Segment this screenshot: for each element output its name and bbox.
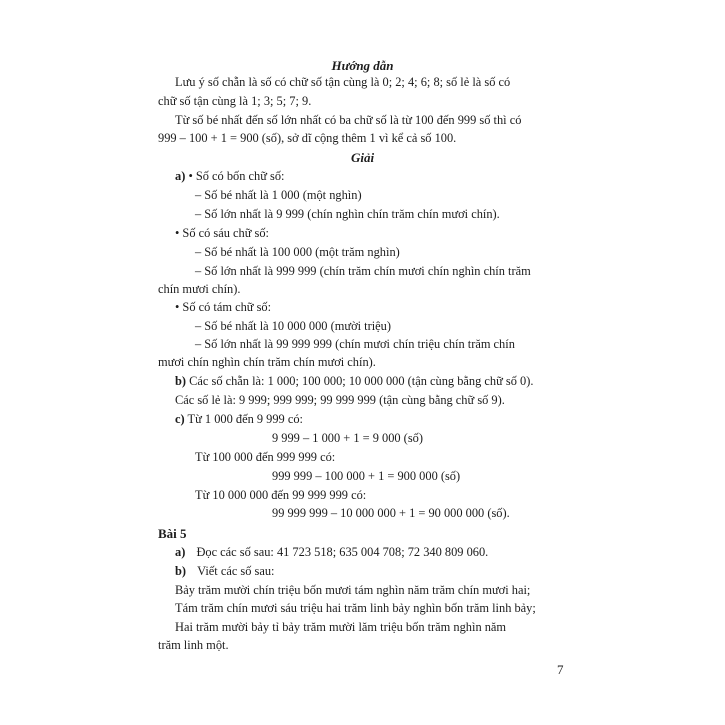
part-b-label: b) <box>175 374 187 388</box>
part-c-line-2: Từ 100 000 đến 999 999 có: <box>195 450 336 464</box>
guide-line-2: chữ số tận cùng là 1; 3; 5; 7; 9. <box>158 94 312 108</box>
part-a-heading <box>175 169 285 184</box>
exercise-5b-number-3: Hai trăm mười bảy tỉ bảy trăm mười lăm triệu bốn trăm nghìn năm <box>175 620 507 634</box>
solution-title: Giải <box>350 150 375 165</box>
six-digit-max-line-1: – Số lớn nhất là 999 999 (chín trăm chín mươi chín nghìn chín trăm <box>195 264 531 278</box>
part-a-label: a) <box>175 169 186 183</box>
six-digit-heading: • Số có sáu chữ số: <box>175 226 269 240</box>
eight-digit-min: – Số bé nhất là 10 000 000 (mười triệu) <box>195 319 391 333</box>
eight-digit-max-line-2: mươi chín nghìn chín trăm chín mươi chín). <box>158 355 376 369</box>
exercise-5a-text: Đọc các số sau: 41 723 518; 635 004 708; 72 340 809 060. <box>196 545 489 559</box>
exercise-5a <box>175 545 488 560</box>
guide-line-1: Lưu ý số chẵn là số có chữ số tận cùng là 0; 2; 4; 6; 8; số lẻ là số có <box>175 75 511 89</box>
part-c-equation-1: 9 999 – 1 000 + 1 = 9 000 (số) <box>272 431 423 445</box>
part-c-line-3: Từ 10 000 000 đến 99 999 999 có: <box>195 488 367 502</box>
part-b-even-text: Các số chẵn là: 1 000; 100 000; 10 000 000 (tận cùng bằng chữ số 0). <box>189 374 534 388</box>
part-c-equation-3: 99 999 999 – 10 000 000 + 1 = 90 000 000 (số). <box>272 506 510 520</box>
page-number: 7 <box>557 662 564 677</box>
part-b-odd: Các số lẻ là: 9 999; 999 999; 99 999 999 (tận cùng bằng chữ số 9). <box>175 393 505 407</box>
exercise-5b-number-3-cont: trăm linh một. <box>158 638 229 652</box>
eight-digit-heading: • Số có tám chữ số: <box>175 300 272 314</box>
exercise-5b-text: Viết các số sau: <box>197 564 275 578</box>
four-digit-heading: • Số có bốn chữ số: <box>188 169 285 183</box>
exercise-5b-number-2: Tám trăm chín mươi sáu triệu hai trăm linh bảy nghìn bốn trăm linh bảy; <box>175 601 536 615</box>
part-b-even <box>175 374 533 389</box>
guide-line-4: 999 – 100 + 1 = 900 (số), sở dĩ cộng thêm 1 vì kể cả số 100. <box>158 131 457 145</box>
four-digit-max: – Số lớn nhất là 9 999 (chín nghìn chín trăm chín mươi chín). <box>195 207 500 221</box>
part-c-label: c) <box>175 412 185 426</box>
part-c-line-1 <box>175 412 303 427</box>
exercise-5b-number-1: Bảy trăm mười chín triệu bốn mươi tám nghìn năm trăm chín mươi hai; <box>175 583 531 597</box>
exercise-5b <box>175 564 275 579</box>
guide-title: Hướng dẫn <box>331 58 394 73</box>
guide-line-3: Từ số bé nhất đến số lớn nhất có ba chữ số là từ 100 đến 999 số thì có <box>175 113 522 127</box>
exercise-5a-label: a) <box>175 545 186 559</box>
exercise-5-title: Bài 5 <box>158 526 187 541</box>
six-digit-max-line-2: chín mươi chín). <box>158 282 241 296</box>
eight-digit-max-line-1: – Số lớn nhất là 99 999 999 (chín mươi chín triệu chín trăm chín <box>195 337 515 351</box>
part-c-equation-2: 999 999 – 100 000 + 1 = 900 000 (số) <box>272 469 461 483</box>
exercise-5b-label: b) <box>175 564 187 578</box>
four-digit-min: – Số bé nhất là 1 000 (một nghìn) <box>195 188 362 202</box>
part-c-text-1: Từ 1 000 đến 9 999 có: <box>187 412 303 426</box>
six-digit-min: – Số bé nhất là 100 000 (một trăm nghìn) <box>195 245 400 259</box>
